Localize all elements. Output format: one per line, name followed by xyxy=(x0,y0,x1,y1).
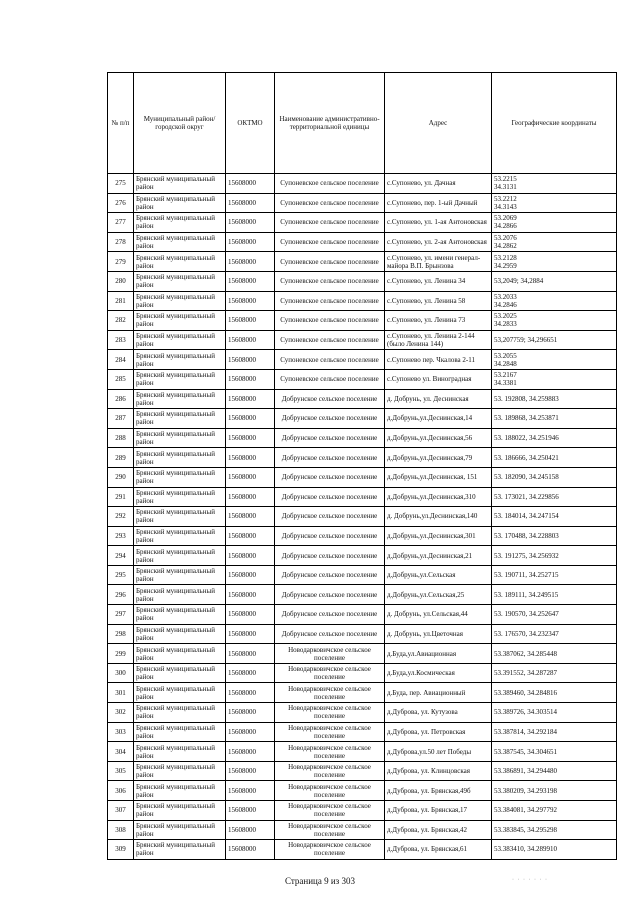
row-unit-name: Добрунское сельское поселение xyxy=(275,428,385,448)
row-number: 300 xyxy=(108,663,134,683)
row-oktmo: 15608000 xyxy=(226,350,275,370)
header-coordinates: Географические координаты xyxy=(492,73,617,174)
row-address: д. Добрунь,ул.Деснинская,140 xyxy=(385,507,492,527)
row-district: Брянский муниципальный район xyxy=(134,448,226,468)
table-row xyxy=(108,565,617,585)
row-oktmo: 15608000 xyxy=(226,271,275,291)
row-unit-name: Супоневское сельское поселение xyxy=(275,213,385,233)
table-row xyxy=(108,428,617,448)
row-district: Брянский муниципальный район xyxy=(134,232,226,252)
row-unit-name: Супоневское сельское поселение xyxy=(275,291,385,311)
row-oktmo: 15608000 xyxy=(226,409,275,429)
table-row xyxy=(108,213,617,233)
table-row xyxy=(108,703,617,723)
row-coordinates: 53,2049; 34,2884 xyxy=(492,271,617,291)
table-body xyxy=(108,174,617,860)
row-coordinates: 53. 189868, 34.253871 xyxy=(492,409,617,429)
row-address: с.Супонево ул. Виноградная xyxy=(385,369,492,389)
row-oktmo: 15608000 xyxy=(226,213,275,233)
row-district: Брянский муниципальный район xyxy=(134,801,226,821)
row-number: 299 xyxy=(108,644,134,664)
table-row xyxy=(108,409,617,429)
row-coordinates: 53. 191275, 34.256932 xyxy=(492,546,617,566)
row-coordinates: 53.2025 34.2833 xyxy=(492,311,617,331)
row-oktmo: 15608000 xyxy=(226,526,275,546)
row-district: Брянский муниципальный район xyxy=(134,781,226,801)
row-oktmo: 15608000 xyxy=(226,369,275,389)
row-district: Брянский муниципальный район xyxy=(134,311,226,331)
page-footer: Страница 9 из 303 xyxy=(285,876,355,886)
row-number: 275 xyxy=(108,174,134,194)
row-coordinates: 53.387545, 34.304651 xyxy=(492,742,617,762)
row-unit-name: Добрунское сельское поселение xyxy=(275,624,385,644)
row-number: 295 xyxy=(108,565,134,585)
row-coordinates: 53,207759; 34,296651 xyxy=(492,330,617,350)
row-number: 280 xyxy=(108,271,134,291)
table-row xyxy=(108,350,617,370)
header-address: Адрес xyxy=(385,73,492,174)
header-oktmo: ОКТМО xyxy=(226,73,275,174)
row-district: Брянский муниципальный район xyxy=(134,585,226,605)
row-unit-name: Супоневское сельское поселение xyxy=(275,271,385,291)
row-district: Брянский муниципальный район xyxy=(134,761,226,781)
row-address: д. Добрунь, ул.Цветочная xyxy=(385,624,492,644)
row-coordinates: 53.387062, 34.285448 xyxy=(492,644,617,664)
row-address: д.Добрунь,ул.Деснинская, 151 xyxy=(385,467,492,487)
row-unit-name: Супоневское сельское поселение xyxy=(275,311,385,331)
row-address: д.Добрунь,ул.Деснинская,21 xyxy=(385,546,492,566)
row-oktmo: 15608000 xyxy=(226,507,275,527)
row-number: 288 xyxy=(108,428,134,448)
row-district: Брянский муниципальный район xyxy=(134,546,226,566)
row-number: 294 xyxy=(108,546,134,566)
row-unit-name: Новодарковичское сельское поселение xyxy=(275,801,385,821)
row-address: с.Супонево, ул. 1-ая Антоновская xyxy=(385,213,492,233)
table-row xyxy=(108,311,617,331)
table-row xyxy=(108,722,617,742)
row-address: д.Буда, пер. Авиационный xyxy=(385,683,492,703)
row-oktmo: 15608000 xyxy=(226,565,275,585)
row-address: с.Супонево, ул. Дачная xyxy=(385,174,492,194)
row-unit-name: Новодарковичское сельское поселение xyxy=(275,761,385,781)
row-unit-name: Добрунское сельское поселение xyxy=(275,546,385,566)
row-oktmo: 15608000 xyxy=(226,840,275,860)
row-address: д.Дуброва,ул.50 лет Победы xyxy=(385,742,492,762)
row-coordinates: 53.386891, 34.294480 xyxy=(492,761,617,781)
row-oktmo: 15608000 xyxy=(226,624,275,644)
row-district: Брянский муниципальный район xyxy=(134,742,226,762)
table-row xyxy=(108,840,617,860)
row-coordinates: 53. 173021, 34.229856 xyxy=(492,487,617,507)
row-district: Брянский муниципальный район xyxy=(134,252,226,272)
header-district: Муниципальный район/городской округ xyxy=(134,73,226,174)
row-oktmo: 15608000 xyxy=(226,330,275,350)
row-coordinates: 53. 190570, 34.252647 xyxy=(492,605,617,625)
row-number: 297 xyxy=(108,605,134,625)
table-row xyxy=(108,487,617,507)
table-row xyxy=(108,585,617,605)
row-number: 293 xyxy=(108,526,134,546)
row-address: с.Супонево, ул. 2-ая Антоновская xyxy=(385,232,492,252)
row-address: д.Добрунь,ул.Деснинская,79 xyxy=(385,448,492,468)
row-address: с.Супонево, ул. Ленина 58 xyxy=(385,291,492,311)
row-address: с.Супонево, пер. 1-ый Дачный xyxy=(385,193,492,213)
row-address: д.Добрунь,ул.Сельская,25 xyxy=(385,585,492,605)
table-row xyxy=(108,369,617,389)
row-unit-name: Супоневское сельское поселение xyxy=(275,330,385,350)
row-number: 286 xyxy=(108,389,134,409)
row-district: Брянский муниципальный район xyxy=(134,703,226,723)
row-number: 291 xyxy=(108,487,134,507)
row-district: Брянский муниципальный район xyxy=(134,644,226,664)
row-coordinates: 53. 170488, 34.228803 xyxy=(492,526,617,546)
row-oktmo: 15608000 xyxy=(226,683,275,703)
row-oktmo: 15608000 xyxy=(226,761,275,781)
table-row xyxy=(108,448,617,468)
row-oktmo: 15608000 xyxy=(226,644,275,664)
row-address: д.Буда,ул.Авиационная xyxy=(385,644,492,664)
row-district: Брянский муниципальный район xyxy=(134,193,226,213)
row-address: д. Добрунь, ул. Деснинская xyxy=(385,389,492,409)
row-district: Брянский муниципальный район xyxy=(134,467,226,487)
row-coordinates: 53. 186666, 34.250421 xyxy=(492,448,617,468)
row-oktmo: 15608000 xyxy=(226,605,275,625)
row-number: 305 xyxy=(108,761,134,781)
row-number: 303 xyxy=(108,722,134,742)
row-district: Брянский муниципальный район xyxy=(134,369,226,389)
row-unit-name: Супоневское сельское поселение xyxy=(275,232,385,252)
table-row xyxy=(108,801,617,821)
row-coordinates: 53.383845, 34.295298 xyxy=(492,820,617,840)
row-unit-name: Супоневское сельское поселение xyxy=(275,193,385,213)
row-unit-name: Добрунское сельское поселение xyxy=(275,467,385,487)
row-coordinates: 53.2128 34.2959 xyxy=(492,252,617,272)
row-coordinates: 53.383410, 34.289910 xyxy=(492,840,617,860)
row-oktmo: 15608000 xyxy=(226,585,275,605)
table-row xyxy=(108,663,617,683)
table-row xyxy=(108,683,617,703)
row-coordinates: 53.2069 34.2866 xyxy=(492,213,617,233)
row-address: д.Дуброва, ул. Брянская,42 xyxy=(385,820,492,840)
row-oktmo: 15608000 xyxy=(226,703,275,723)
row-number: 304 xyxy=(108,742,134,762)
row-unit-name: Супоневское сельское поселение xyxy=(275,369,385,389)
row-number: 306 xyxy=(108,781,134,801)
row-address: д.Добрунь,ул.Деснинская,310 xyxy=(385,487,492,507)
row-district: Брянский муниципальный район xyxy=(134,350,226,370)
row-number: 289 xyxy=(108,448,134,468)
row-number: 282 xyxy=(108,311,134,331)
row-coordinates: 53. 182090, 34.245158 xyxy=(492,467,617,487)
table-header-row xyxy=(108,73,617,174)
table-row xyxy=(108,781,617,801)
table-row xyxy=(108,644,617,664)
row-number: 278 xyxy=(108,232,134,252)
row-number: 281 xyxy=(108,291,134,311)
row-unit-name: Добрунское сельское поселение xyxy=(275,565,385,585)
row-coordinates: 53. 176570, 34.232347 xyxy=(492,624,617,644)
table-row xyxy=(108,252,617,272)
row-coordinates: 53.384081, 34.297792 xyxy=(492,801,617,821)
table-row xyxy=(108,742,617,762)
row-address: д.Добрунь,ул.Деснинская,301 xyxy=(385,526,492,546)
row-address: с.Супонево, ул. имени генерал-майора В.П. Брынзова xyxy=(385,252,492,272)
row-number: 308 xyxy=(108,820,134,840)
row-coordinates: 53.2215 34.3131 xyxy=(492,174,617,194)
row-unit-name: Добрунское сельское поселение xyxy=(275,409,385,429)
table-row xyxy=(108,193,617,213)
row-unit-name: Новодарковичское сельское поселение xyxy=(275,644,385,664)
row-coordinates: 53.391552, 34.287287 xyxy=(492,663,617,683)
row-district: Брянский муниципальный район xyxy=(134,291,226,311)
row-coordinates: 53.2167 34.3381 xyxy=(492,369,617,389)
row-district: Брянский муниципальный район xyxy=(134,428,226,448)
table-row xyxy=(108,605,617,625)
row-number: 301 xyxy=(108,683,134,703)
table-row xyxy=(108,526,617,546)
row-coordinates: 53.389726, 34.303514 xyxy=(492,703,617,723)
row-oktmo: 15608000 xyxy=(226,311,275,331)
row-oktmo: 15608000 xyxy=(226,742,275,762)
row-unit-name: Новодарковичское сельское поселение xyxy=(275,820,385,840)
row-district: Брянский муниципальный район xyxy=(134,526,226,546)
row-address: д.Дуброва, ул. Брянская,17 xyxy=(385,801,492,821)
row-number: 284 xyxy=(108,350,134,370)
row-unit-name: Новодарковичское сельское поселение xyxy=(275,683,385,703)
row-district: Брянский муниципальный район xyxy=(134,507,226,527)
row-district: Брянский муниципальный район xyxy=(134,271,226,291)
row-coordinates: 53.2055 34.2848 xyxy=(492,350,617,370)
row-coordinates: 53.387814, 34.292184 xyxy=(492,722,617,742)
table-row xyxy=(108,291,617,311)
row-coordinates: 53.380209, 34.293198 xyxy=(492,781,617,801)
row-district: Брянский муниципальный район xyxy=(134,683,226,703)
row-unit-name: Супоневское сельское поселение xyxy=(275,174,385,194)
row-unit-name: Добрунское сельское поселение xyxy=(275,448,385,468)
row-district: Брянский муниципальный район xyxy=(134,213,226,233)
row-unit-name: Новодарковичское сельское поселение xyxy=(275,722,385,742)
row-unit-name: Новодарковичское сельское поселение xyxy=(275,840,385,860)
row-number: 285 xyxy=(108,369,134,389)
row-address: с.Супонево, ул. Ленина 2-144 (было Ленина 144) xyxy=(385,330,492,350)
row-district: Брянский муниципальный район xyxy=(134,409,226,429)
table-row xyxy=(108,330,617,350)
row-number: 302 xyxy=(108,703,134,723)
row-unit-name: Новодарковичское сельское поселение xyxy=(275,663,385,683)
row-district: Брянский муниципальный район xyxy=(134,389,226,409)
row-address: с.Супонево пер. Чкалова 2-11 xyxy=(385,350,492,370)
row-coordinates: 53.2076 34.2862 xyxy=(492,232,617,252)
table-row xyxy=(108,271,617,291)
row-address: д.Добрунь,ул.Деснинская,56 xyxy=(385,428,492,448)
row-number: 276 xyxy=(108,193,134,213)
row-district: Брянский муниципальный район xyxy=(134,624,226,644)
row-unit-name: Добрунское сельское поселение xyxy=(275,585,385,605)
row-unit-name: Добрунское сельское поселение xyxy=(275,526,385,546)
row-district: Брянский муниципальный район xyxy=(134,487,226,507)
row-oktmo: 15608000 xyxy=(226,722,275,742)
row-unit-name: Добрунское сельское поселение xyxy=(275,507,385,527)
row-oktmo: 15608000 xyxy=(226,546,275,566)
row-district: Брянский муниципальный район xyxy=(134,663,226,683)
table-row xyxy=(108,820,617,840)
row-oktmo: 15608000 xyxy=(226,781,275,801)
row-number: 309 xyxy=(108,840,134,860)
row-number: 287 xyxy=(108,409,134,429)
row-district: Брянский муниципальный район xyxy=(134,605,226,625)
row-district: Брянский муниципальный район xyxy=(134,330,226,350)
row-coordinates: 53.2033 34.2846 xyxy=(492,291,617,311)
row-address: д.Дуброва, ул. Клинцовская xyxy=(385,761,492,781)
row-district: Брянский муниципальный район xyxy=(134,840,226,860)
row-oktmo: 15608000 xyxy=(226,448,275,468)
row-address: д. Добрунь, ул.Сельская,44 xyxy=(385,605,492,625)
row-district: Брянский муниципальный район xyxy=(134,820,226,840)
row-oktmo: 15608000 xyxy=(226,232,275,252)
row-coordinates: 53. 188022, 34.251946 xyxy=(492,428,617,448)
row-coordinates: 53. 184014, 34.247154 xyxy=(492,507,617,527)
row-oktmo: 15608000 xyxy=(226,487,275,507)
row-address: д.Буда,ул.Космическая xyxy=(385,663,492,683)
table-row xyxy=(108,174,617,194)
row-district: Брянский муниципальный район xyxy=(134,565,226,585)
row-oktmo: 15608000 xyxy=(226,467,275,487)
row-number: 298 xyxy=(108,624,134,644)
table-row xyxy=(108,624,617,644)
table-row xyxy=(108,467,617,487)
row-unit-name: Новодарковичское сельское поселение xyxy=(275,742,385,762)
row-oktmo: 15608000 xyxy=(226,252,275,272)
row-unit-name: Супоневское сельское поселение xyxy=(275,252,385,272)
row-unit-name: Добрунское сельское поселение xyxy=(275,487,385,507)
row-address: с.Супонево, ул. Ленина 34 xyxy=(385,271,492,291)
row-oktmo: 15608000 xyxy=(226,820,275,840)
row-unit-name: Супоневское сельское поселение xyxy=(275,350,385,370)
row-unit-name: Добрунское сельское поселение xyxy=(275,389,385,409)
row-oktmo: 15608000 xyxy=(226,291,275,311)
row-number: 307 xyxy=(108,801,134,821)
row-oktmo: 15608000 xyxy=(226,389,275,409)
table-row xyxy=(108,232,617,252)
row-district: Брянский муниципальный район xyxy=(134,722,226,742)
scan-stamp-mark: · · · · · · · xyxy=(512,877,548,883)
document-table xyxy=(107,72,617,860)
row-number: 277 xyxy=(108,213,134,233)
row-coordinates: 53.2212 34.3143 xyxy=(492,193,617,213)
row-unit-name: Добрунское сельское поселение xyxy=(275,605,385,625)
table-row xyxy=(108,389,617,409)
row-coordinates: 53. 192808, 34.259883 xyxy=(492,389,617,409)
row-oktmo: 15608000 xyxy=(226,174,275,194)
table-row xyxy=(108,507,617,527)
row-coordinates: 53. 189111, 34.249515 xyxy=(492,585,617,605)
row-address: д.Дуброва, ул. Кутузова xyxy=(385,703,492,723)
row-address: д.Добрунь,ул.Деснинская,14 xyxy=(385,409,492,429)
table-row xyxy=(108,761,617,781)
row-number: 290 xyxy=(108,467,134,487)
row-address: с.Супонево, ул. Ленина 73 xyxy=(385,311,492,331)
table-row xyxy=(108,546,617,566)
row-number: 296 xyxy=(108,585,134,605)
row-oktmo: 15608000 xyxy=(226,801,275,821)
row-district: Брянский муниципальный район xyxy=(134,174,226,194)
row-address: д.Добрунь,ул.Сельская xyxy=(385,565,492,585)
row-address: д.Дуброва, ул. Петровская xyxy=(385,722,492,742)
row-coordinates: 53. 190711, 34.252715 xyxy=(492,565,617,585)
row-unit-name: Новодарковичское сельское поселение xyxy=(275,703,385,723)
row-number: 292 xyxy=(108,507,134,527)
row-address: д.Дуброва, ул. Брянская,49б xyxy=(385,781,492,801)
row-oktmo: 15608000 xyxy=(226,428,275,448)
header-unit-name: Наименование административно-территориальной единицы xyxy=(275,73,385,174)
row-number: 279 xyxy=(108,252,134,272)
row-number: 283 xyxy=(108,330,134,350)
row-coordinates: 53.389460, 34.284816 xyxy=(492,683,617,703)
row-unit-name: Новодарковичское сельское поселение xyxy=(275,781,385,801)
row-address: д.Дуброва, ул. Брянская,61 xyxy=(385,840,492,860)
row-oktmo: 15608000 xyxy=(226,193,275,213)
header-number: № п/п xyxy=(108,73,134,174)
row-oktmo: 15608000 xyxy=(226,663,275,683)
